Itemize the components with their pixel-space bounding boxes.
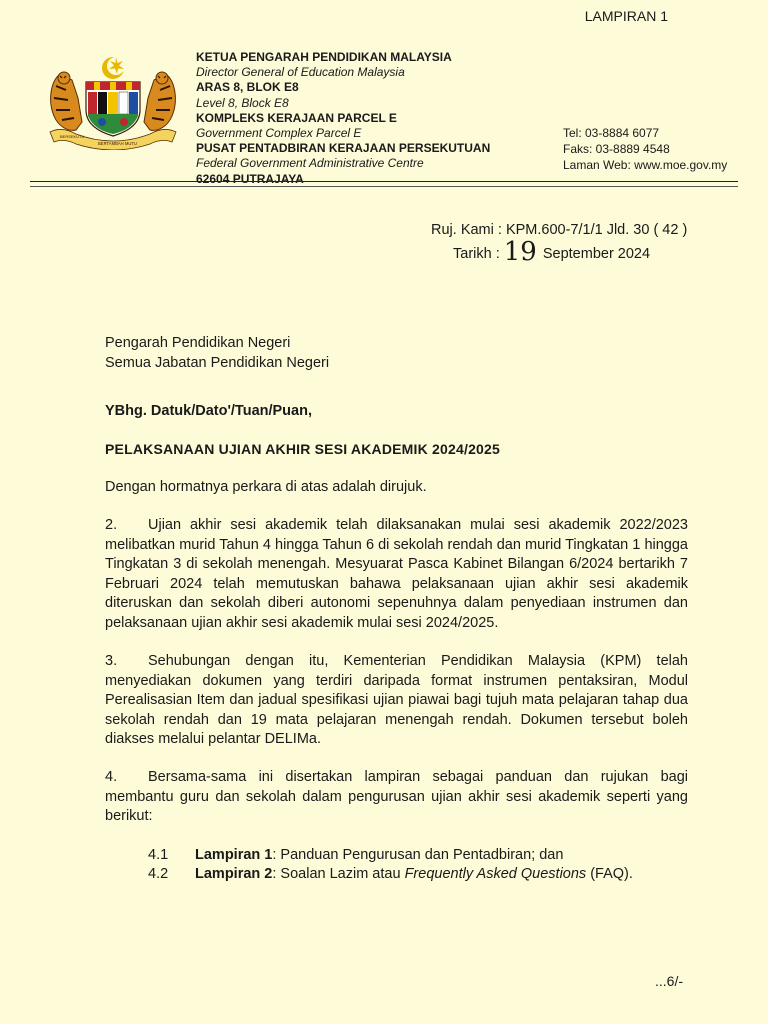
paragraph-number: 3. — [105, 653, 118, 669]
list-item — [148, 846, 633, 865]
tarikh-day-handwritten: 19 — [503, 237, 537, 267]
paragraph-text: Ujian akhir sesi akademik telah dilaksanakan mulai sesi akademik 2022/2023 melibatkan murid Tahun 4 hingga Tahun 6 di sekolah rendah dan murid Tingkatan 1 hingga Tingkatan 3 di sekolah menengah. Mesyuarat Pasca Kabinet Bilangan 6/2024 bertarikh 7 Februari 2024 telah memutuskan bahawa pelaksanaan ujian akhir sesi akademik diteruskan dan sekolah diberi autonomi sepenuhnya dalam penyediaan instrumen dan pelaksanaan ujian akhir sesi akademik mulai sesi 2024/2025. — [105, 517, 688, 631]
paragraph-4 — [105, 768, 688, 827]
ruj-row — [431, 220, 687, 240]
intro-paragraph: Dengan hormatnya perkara di atas adalah dirujuk. — [105, 479, 427, 495]
centre-en: Federal Government Administrative Centre — [196, 156, 424, 171]
paragraph-text: Sehubungan dengan itu, Kementerian Pendidikan Malaysia (KPM) telah menyediakan dokumen yang terdiri daripada format instrumen pentaksiran, Modul Perealisasian Item dan jadual spesifikasi ujian piawai bagi tujuh mata pelajaran tahap dua sekolah rendah dan 19 mata pelajaran menengah rendah. Dokumen tersebut boleh diakses melalui pelantar DELIMa. — [105, 653, 688, 747]
list-item-text: : Soalan Lazim atau — [272, 866, 405, 882]
list-item-label: Lampiran 1 — [195, 847, 273, 863]
list-item-number: 4.1 — [148, 847, 169, 863]
title-ms: KETUA PENGARAH PENDIDIKAN MALAYSIA — [196, 50, 452, 64]
list-item-label: Lampiran 2 — [195, 866, 273, 882]
coat-of-arms-logo — [42, 52, 184, 150]
attachment-list — [148, 846, 633, 884]
lampiran-label: LAMPIRAN 1 — [584, 8, 668, 24]
postcode: 62604 PUTRAJAYA — [196, 171, 304, 186]
paragraph-number: 2. — [105, 517, 118, 533]
recipient-line2: Semua Jabatan Pendidikan Negeri — [105, 355, 330, 371]
list-item-number: 4.2 — [148, 866, 169, 882]
header-divider-thin — [30, 186, 738, 187]
contact-tel: Tel: 03-8884 6077 — [563, 126, 660, 140]
tiger-right-icon — [144, 72, 175, 130]
paragraph-3 — [105, 652, 688, 750]
level-ms: ARAS 8, BLOK E8 — [196, 80, 299, 95]
contact-info — [563, 125, 727, 173]
letterhead-address — [196, 50, 490, 187]
list-item-tail: (FAQ). — [586, 866, 633, 882]
reference-block — [431, 220, 688, 267]
level-en: Level 8, Block E8 — [196, 95, 289, 110]
page-continuation: ...6/- — [655, 973, 684, 989]
tarikh-label: Tarikh : — [453, 246, 500, 262]
list-item-text: : Panduan Pengurusan dan Pentadbiran; dan — [272, 847, 564, 863]
subject-heading: PELAKSANAAN UJIAN AKHIR SESI AKADEMIK 2024/2025 — [105, 441, 501, 457]
ruj-value: KPM.600-7/1/1 Jld. 30 ( 42 ) — [505, 222, 688, 238]
list-item-italic: Frequently Asked Questions — [404, 866, 587, 882]
motto-left: BERSEKUTU — [60, 134, 85, 139]
recipient-line1: Pengarah Pendidikan Negeri — [105, 335, 291, 351]
paragraph-text: Bersama-sama ini disertakan lampiran sebagai panduan dan rujukan bagi membantu guru dan sekolah dalam pengurusan ujian akhir sesi akademik seperti yang berikut: — [105, 769, 688, 824]
complex-en: Government Complex Parcel E — [196, 126, 362, 141]
tarikh-row — [431, 237, 687, 267]
title-en: Director General of Education Malaysia — [196, 65, 405, 80]
star-crescent-icon — [102, 57, 125, 79]
contact-fax: Faks: 03-8889 4548 — [563, 142, 670, 156]
salutation: YBhg. Datuk/Dato'/Tuan/Puan, — [105, 403, 312, 419]
tiger-left-icon — [51, 72, 82, 130]
list-item — [148, 865, 633, 884]
complex-ms: KOMPLEKS KERAJAAN PARCEL E — [196, 110, 397, 125]
ruj-label: Ruj. Kami : — [431, 222, 502, 238]
paragraph-2 — [105, 516, 688, 633]
contact-web: Laman Web: www.moe.gov.my — [563, 158, 728, 172]
tarikh-month-year: September 2024 — [542, 246, 651, 262]
recipient-address — [105, 333, 329, 373]
shield-icon — [86, 82, 140, 136]
motto-right: BERTAMBAH MUTU — [98, 141, 137, 146]
header-divider-thick — [30, 181, 738, 182]
centre-ms: PUSAT PENTADBIRAN KERAJAAN PERSEKUTUAN — [196, 141, 491, 156]
paragraph-number: 4. — [105, 769, 118, 785]
